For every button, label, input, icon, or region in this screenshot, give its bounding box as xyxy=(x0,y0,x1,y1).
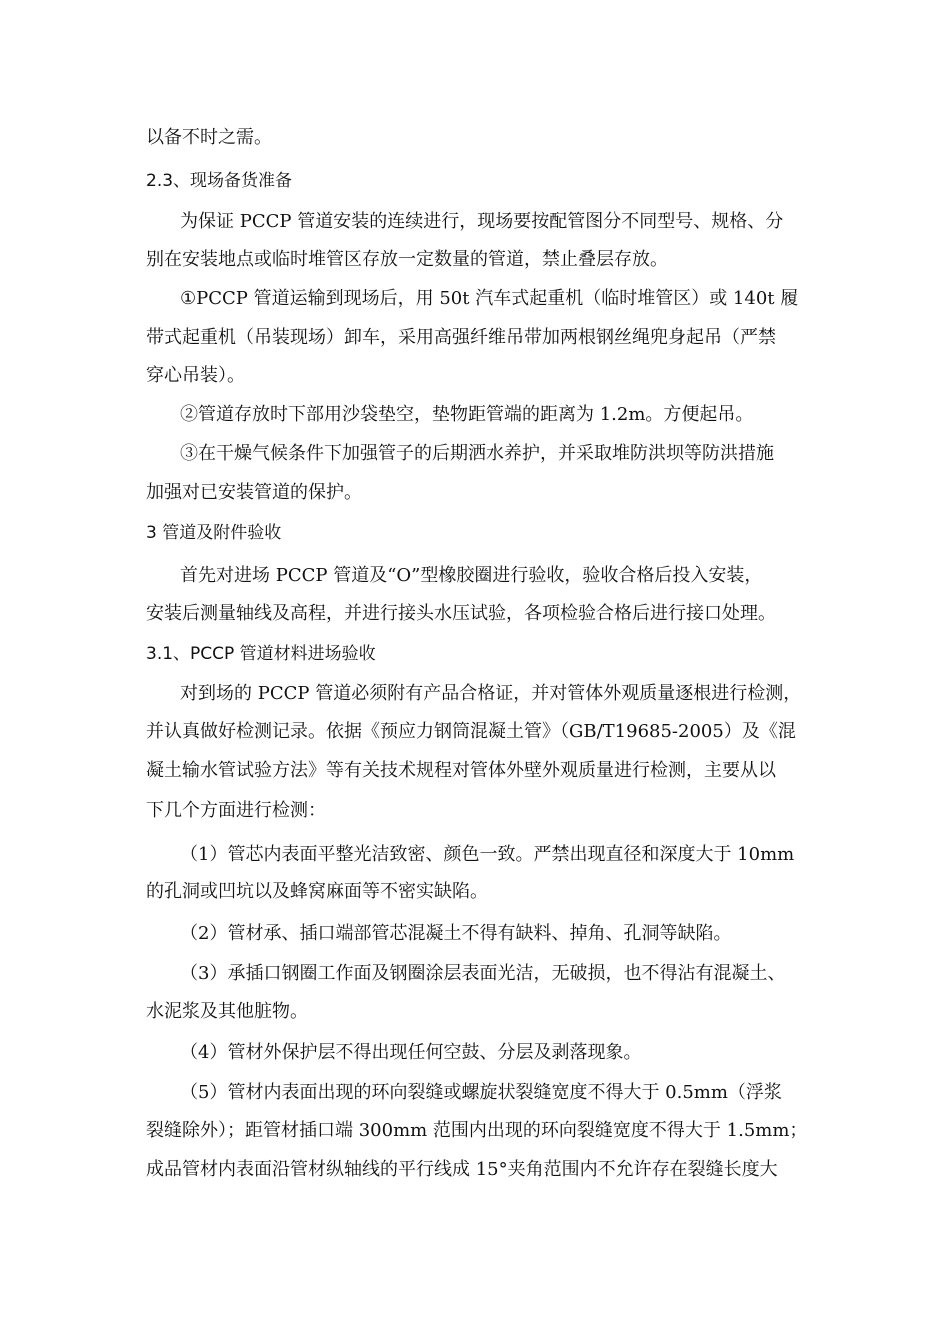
list-item-5: （5）管材内表面出现的环向裂缝或螺旋状裂缝宽度不得大于 0.5mm（浮浆 xyxy=(180,1082,782,1103)
body-text-line: 的孔洞或凹坑以及蜂窝麻面等不密实缺陷。 xyxy=(146,881,488,902)
body-text-line: 为保证 PCCP 管道安装的连续进行，现场要按配管图分不同型号、规格、分 xyxy=(180,211,784,232)
section-heading-2-3: 2.3、现场备货准备 xyxy=(146,171,293,191)
body-text-line: 裂缝除外）；距管材插口端 300mm 范围内出现的环向裂缝宽度不得大于 1.5mm； xyxy=(146,1120,808,1141)
body-text-line: 安装后测量轴线及高程，并进行接头水压试验，各项检验合格后进行接口处理。 xyxy=(146,603,776,624)
body-text-line: 加强对已安装管道的保护。 xyxy=(146,482,362,503)
body-text-line: 下几个方面进行检测： xyxy=(146,800,326,821)
section-heading-3-1: 3.1、PCCP 管道材料进场验收 xyxy=(146,644,376,664)
body-text-line: 首先对进场 PCCP 管道及“O”型橡胶圈进行验收，验收合格后投入安装， xyxy=(180,565,763,586)
list-item-1: （1）管芯内表面平整光洁致密、颜色一致。严禁出现直径和深度大于 10mm xyxy=(180,844,795,865)
body-text-line: 穿心吊装）。 xyxy=(146,365,245,386)
body-text-line: 带式起重机（吊装现场）卸车，采用高强纤维吊带加两根钢丝绳兜身起吊（严禁 xyxy=(146,327,776,348)
body-text-line: 成品管材内表面沿管材纵轴线的平行线成 15°夹角范围内不允许存在裂缝长度大 xyxy=(146,1159,778,1180)
body-text-line: ②管道存放时下部用沙袋垫空，垫物距管端的距离为 1.2m。方便起吊。 xyxy=(180,404,754,425)
body-text-line: 别在安装地点或临时堆管区存放一定数量的管道，禁止叠层存放。 xyxy=(146,249,668,270)
body-text-line: ③在干燥气候条件下加强管子的后期洒水养护，并采取堆防洪坝等防洪措施 xyxy=(180,443,774,464)
body-text-line: ①PCCP 管道运输到现场后，用 50t 汽车式起重机（临时堆管区）或 140t 履 xyxy=(180,288,799,309)
list-item-2: （2）管材承、插口端部管芯混凝土不得有缺料、掉角、孔洞等缺陷。 xyxy=(180,923,732,944)
list-item-3: （3）承插口钢圈工作面及钢圈涂层表面光洁，无破损，也不得沾有混凝土、 xyxy=(180,963,786,984)
body-text-line: 并认真做好检测记录。依据《预应力钢筒混凝土管》（GB/T19685-2005）及《混 xyxy=(146,721,796,742)
body-text-line: 以备不时之需。 xyxy=(146,127,272,148)
body-text-line: 水泥浆及其他脏物。 xyxy=(146,1001,308,1022)
list-item-4: （4）管材外保护层不得出现任何空鼓、分层及剥落现象。 xyxy=(180,1042,642,1063)
section-heading-3: 3 管道及附件验收 xyxy=(146,523,282,543)
body-text-line: 对到场的 PCCP 管道必须附有产品合格证，并对管体外观质量逐根进行检测， xyxy=(180,683,802,704)
body-text-line: 凝土输水管试验方法》等有关技术规程对管体外壁外观质量进行检测，主要从以 xyxy=(146,760,776,781)
